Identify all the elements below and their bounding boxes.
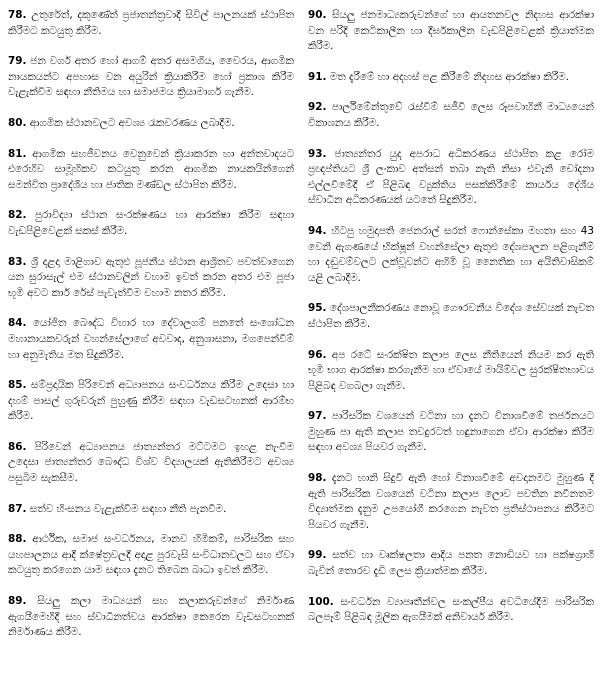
policy-item-number: 81. xyxy=(8,147,27,160)
policy-item-text: මත දැරීමේ හා අදහස් පළ කිරීමේ නිදහස ආරක්ෂා කිරීම. xyxy=(329,70,569,83)
policy-item-number: 83. xyxy=(8,255,27,268)
policy-item-text: සංවර්ධන ව්‍යාපෘතීන්වල සංකල්පීය අවධියේදීම පාරිසරික බලපෑම් පිළිබඳ මූලික ඇගයීමක් අනිවාර්ය කිරීම. xyxy=(308,595,594,624)
policy-item-number: 79. xyxy=(8,55,27,68)
policy-item xyxy=(8,116,294,132)
policy-item-text: සියලු කලා මාධ්‍යයන් සහ කලාකරුවන්ගේ නිර්මාණ ඇගයීමෙහිදී සහ ස්වාධීනත්වය ආරක්ෂා කෙරෙන වැඩසටහනක් නිර්මාණය කිරීම. xyxy=(8,595,294,639)
policy-item xyxy=(308,471,594,533)
policy-item xyxy=(308,301,594,332)
policy-item xyxy=(8,316,294,363)
policy-item xyxy=(308,147,594,209)
policy-item xyxy=(308,8,594,55)
policy-item xyxy=(308,70,594,86)
policy-item-number: 96. xyxy=(308,348,327,361)
policy-item-text: දේශපාලනීකරණය නොවූ ගෞරවනීය විදේශ සේවයක් නැවත ස්ථාපිත කිරීම. xyxy=(308,302,594,330)
policy-item-text: ජාත්‍යන්තර යුද අපරාධ අධිකරණය ස්ථාපිත කළ රෝම ප්‍රඥප්තියට ශ්‍රී ලංකාව අත්සන් තබා නැති නිසා එවැනි චෝදනා එල්ලවීමේදී ඒ පිළිබඳ ව්‍යුක්තිය පසක්කිරීමේ කාර්යය දේශීය ස්වාධීන අධිකරණයක් යටතේ සිදුකිරීම. xyxy=(308,147,594,207)
policy-item-number: 91. xyxy=(308,70,327,83)
policy-item-text: පාරිසරික වශයෙන් වටිනා හා දැනට විනාශවීමේ තර්ජනයට මුහුණ පා ඇති කලාප තවදුරටත් හඳුනාගෙන ඒවා ආරක්ෂා කිරීම සඳහා අවශ්‍ය පියවර ගැනීම. xyxy=(308,410,594,454)
policy-item-text: ආගමික ස්ථානවලට අවශ්‍ය රැකවරණය ලබාදීම. xyxy=(29,116,235,129)
left-column xyxy=(8,8,294,656)
policy-item xyxy=(8,502,294,518)
policy-item xyxy=(8,594,294,641)
policy-item xyxy=(308,348,594,395)
policy-item-number: 100. xyxy=(308,595,334,608)
policy-item-text: පුරාවිද්‍යා ස්ථාන සංරක්ෂණය හා ආරක්ෂා කිරීම සඳහා වැඩපිළිවෙළක් සකස් කිරීම. xyxy=(8,209,294,237)
policy-item-text: අප රටේ සංරක්ෂිත කලාප ලෙස නීතියෙන් නියම කර ඇති භූමි භාග ආරක්ෂා කරගැනීම හා ඒවායේ මායිම්වල සුරක්ෂිතභාවය පිළිබඳ වගබලා ගැනීම. xyxy=(308,348,594,392)
policy-item-number: 93. xyxy=(308,147,327,160)
policy-item-number: 95. xyxy=(308,302,327,315)
policy-item xyxy=(308,595,594,626)
policy-item-text: හිටපු හමුදාපති ජෙනරාල් සරත් ෆොන්සේකා මහතා සහ 43 වෙනි ඇගණයේ භික්ෂූන් වහන්සේලා ඇතුළු දේශපාලන පළිගැනීම් හා දඬුවම්වලට ලක්වූවන්ට අහිමි වූ නෛතික හා අයිතිවාසිකම් යළි ලබාදීම. xyxy=(308,224,594,284)
policy-item-number: 78. xyxy=(8,9,27,21)
policy-item xyxy=(8,147,294,194)
policy-item-text: ආගමික සහජීවනය වෙනුවෙන් ක්‍රියාකරන හා අන්තවාදයට එරෙහිව සාමූහිකව කටයුතු කරන ආගමික නායකයින්ගෙන් සමන්විත ප්‍රාදේශීය හා ජාතික මණ්ඩල ස්ථාපිත කිරීම. xyxy=(8,147,294,191)
policy-item-number: 92. xyxy=(308,101,327,114)
policy-item xyxy=(308,100,594,131)
policy-item-number: 82. xyxy=(8,209,27,222)
right-column xyxy=(308,8,594,641)
policy-item-text: පිරිවෙන් අධ්‍යාපනය ජාත්‍යන්තර මට්ටමට ඉහළ නැංවීම උදෙසා ජාත්‍යන්තර බෞද්ධ විශ්ව විද්‍යාලයක් ඇතිකිරීමට අවශ්‍ය පසුබිම සැකසීම. xyxy=(8,440,294,485)
policy-item xyxy=(8,440,294,487)
policy-item-text: ආර්ථික, සමාජ සංවර්ධනය, මානව හිමිකම්, පාරිසරික සහ යහපාලනය ආදී ක්ෂේත්‍රවලදී අදාළ පුරවැසි සංවිධානවලට සහ ඒවා කටයුතු කරගෙන යාම සඳහා දැනට තිබෙන බාධා ඉවත් කිරීම. xyxy=(8,533,294,577)
policy-item-number: 88. xyxy=(8,533,27,546)
policy-item-text: සම්ප්‍රදායික පිරිවෙන් අධ්‍යාපනය සංවර්ධනය කිරීම උදෙසා හා දහම් පාසල් ගුරුවරුන් පුහුණු කිරීම සඳහා වැඩසටහනක් ආරම්භ කිරීම. xyxy=(8,379,294,423)
policy-item xyxy=(8,378,294,425)
policy-item-text: ජන වර්ග අතර හෝ ආගම් අතර අසමගිය, වෛරය, ආගමික නායකයන්ට අපහාස වන අයුරින් ක්‍රියාකිරීම හෝ ප්‍රකාශ කිරීම වැළැක්වීම සඳහා නීතිමය හා සමාජමය ක්‍රියාමාර්ග ගැනීම. xyxy=(8,55,294,99)
policy-item-text: උතුරේත්, දකුණේත් ප්‍රජාතන්ත්‍රවාදී සිවිල් පාලනයක් ස්ථාපිත කිරීමට කටයුතු කිරීම. xyxy=(8,9,294,37)
policy-item-text: සත්ව හිංසනය වැළැක්වීම සඳහා නීති පැනවීම. xyxy=(29,502,227,515)
policy-item xyxy=(8,532,294,579)
policy-item xyxy=(8,255,294,302)
policy-item-text: සත්ව හා වෘක්ෂලතා ආදිය පනත නොඩියව හා පක්ෂග්‍රාහී බැවින් තොරව දැඩි ලෙස ක්‍රියාත්මක කිරීම. xyxy=(308,549,594,578)
policy-item xyxy=(8,208,294,239)
policy-item-number: 94. xyxy=(308,224,327,237)
policy-item xyxy=(308,548,594,579)
policy-item-number: 90. xyxy=(308,9,327,21)
policy-item-text: ශ්‍රී දළදා මාළිගාව ඇතුළු පූජනීය ස්ථාන ආශ්‍රිතව පවත්වාගෙන යන සුරාසැල් එම ස්ථානවලින් වහාම ඉවත් කරන අතර එම පූජා භූමි අවට කාර් රේස් පැවැත්වීම වහාම නතර කිරීම. xyxy=(8,255,294,299)
policy-item-number: 84. xyxy=(8,317,27,330)
policy-item xyxy=(8,54,294,101)
policy-item-number: 89. xyxy=(8,595,27,608)
policy-item-number: 87. xyxy=(8,502,27,515)
policy-item-text: පාර්ලිමේන්තුවේ රැස්වීම් සජීවී ලෙස රූපවාහිනී මාධ්‍යයෙන් විකාශනය කිරීම. xyxy=(308,101,594,129)
policy-item xyxy=(308,224,594,286)
policy-item-number: 80. xyxy=(8,116,27,129)
policy-item-number: 98. xyxy=(308,472,327,485)
policy-item-number: 86. xyxy=(8,440,27,453)
policy-item-text: දැනට හානි සිදුවී ඇති හෝ විනාශවීමේ අවදානමට මුහුණ දී ඇති පාරිසරික වශයෙන් වටිනා කලාප ලොව පවතින නවීනතම විද්‍යාත්මක දැනුම උපයෝගී කරගෙන නැවත ප්‍රතිස්ථාපනය කිරීමට පියවර ගැනීම. xyxy=(308,472,594,531)
policy-item-number: 85. xyxy=(8,379,27,392)
policy-item-number: 97. xyxy=(308,410,327,423)
policy-item-text: සියලු ජනමාධ්‍යකරුවන්ගේ හා ආයතනවල නිදහස ආරක්ෂා වන පරිදි කෙටිකාලීන හා දීර්ඝකාලීන වැඩපිළිවෙළක් ක්‍රියාත්මක කිරීම. xyxy=(308,9,594,53)
policy-item xyxy=(308,409,594,456)
policy-item xyxy=(8,8,294,39)
policy-item-text: යෝජිත බෞද්ධ විහාර හා දේවාලගම් පනතේ සංශෝධන මහානායකවරුන් වහන්සේලාගේ අවවාද, අනුශාසනා, මගපෙන්වීම් හා අනුමැතිය මත සිදුකිරීම. xyxy=(8,317,294,361)
policy-item-number: 99. xyxy=(308,549,327,562)
